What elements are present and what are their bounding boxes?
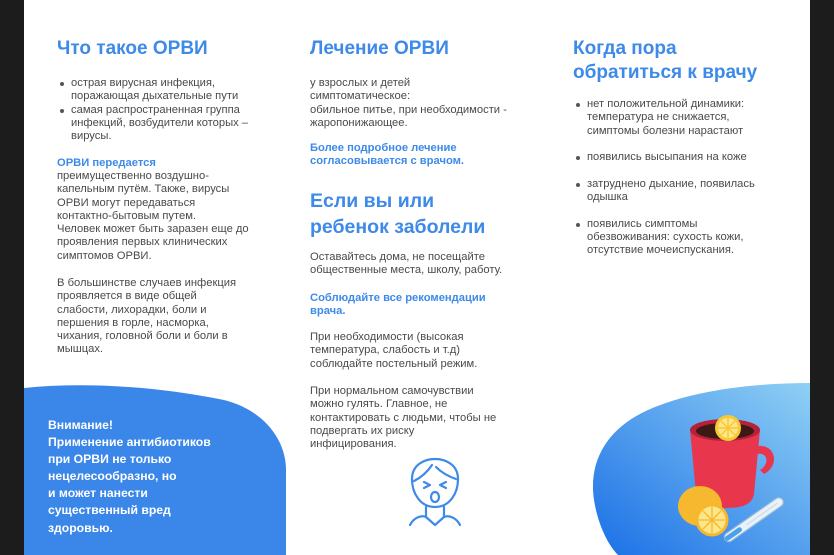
stay-home-text: Оставайтесь дома, не посещайте общественные места, школу, работу. [310, 251, 503, 277]
tea-cup-lemon-thermometer-icon [660, 408, 800, 548]
list-item: нет положительной динамики: температура не снижается, симптомы болезни нарастают [573, 98, 803, 138]
list-item: самая распространенная группа инфекций, возбудители которых – вирусы. [57, 104, 287, 144]
list-item: затруднено дыхание, появилась одышка [573, 178, 803, 205]
title-what-is-orvi: Что такое ОРВИ [57, 38, 208, 59]
brochure-sheet [24, 0, 810, 555]
follow-recommendations: Соблюдайте все рекомендации врача. [310, 292, 486, 318]
treatment-text: у взрослых и детей симптоматическое: обильное питье, при необходимости - жаропонижающее. [310, 77, 507, 129]
walking-text: При нормальном самочувствии можно гулять. Главное, не контактировать с людьми, чтобы не подвергать их риску инфицирования. [310, 385, 497, 451]
orvi-definition-list [57, 77, 287, 143]
title-if-sick: Если вы или ребенок заболели [310, 190, 486, 238]
sneezing-person-icon [404, 457, 466, 527]
see-doctor-list [573, 98, 803, 258]
list-item: острая вирусная инфекция, поражающая дыхательные пути [57, 77, 287, 104]
title-treatment: Лечение ОРВИ [310, 38, 449, 59]
doctor-note: Более подробное лечение согласовывается с врачом. [310, 142, 465, 168]
title-see-doctor: Когда пора обратиться к врачу [573, 38, 758, 83]
symptoms-text: В большинстве случаев инфекция проявляется в виде общей слабости, лихорадки, боли и першения в горле, насморка, чихания, головной боли и боли в мышцах. [57, 277, 237, 356]
list-item: появились симптомы обезвоживания: сухость кожи, отсутствие мочеиспускания. [573, 218, 803, 258]
list-item: появились высыпания на коже [573, 151, 803, 164]
transmit-text: преимущественно воздушно- капельным путём. Также, вирусы ОРВИ могут передаваться контактно-бытовым путем. Человек может быть заразен еще до проявления первых клинических симптомов ОРВИ. [57, 170, 249, 262]
bed-rest-text: При необходимости (высокая температура, слабость и т.д) соблюдайте постельный режим. [310, 331, 478, 370]
transmit-heading: ОРВИ передается [57, 157, 156, 169]
antibiotics-warning: Внимание! Применение антибиотиков при ОРВИ не только нецелесообразно, но и может нанести существенный вред здоровью. [48, 418, 211, 535]
